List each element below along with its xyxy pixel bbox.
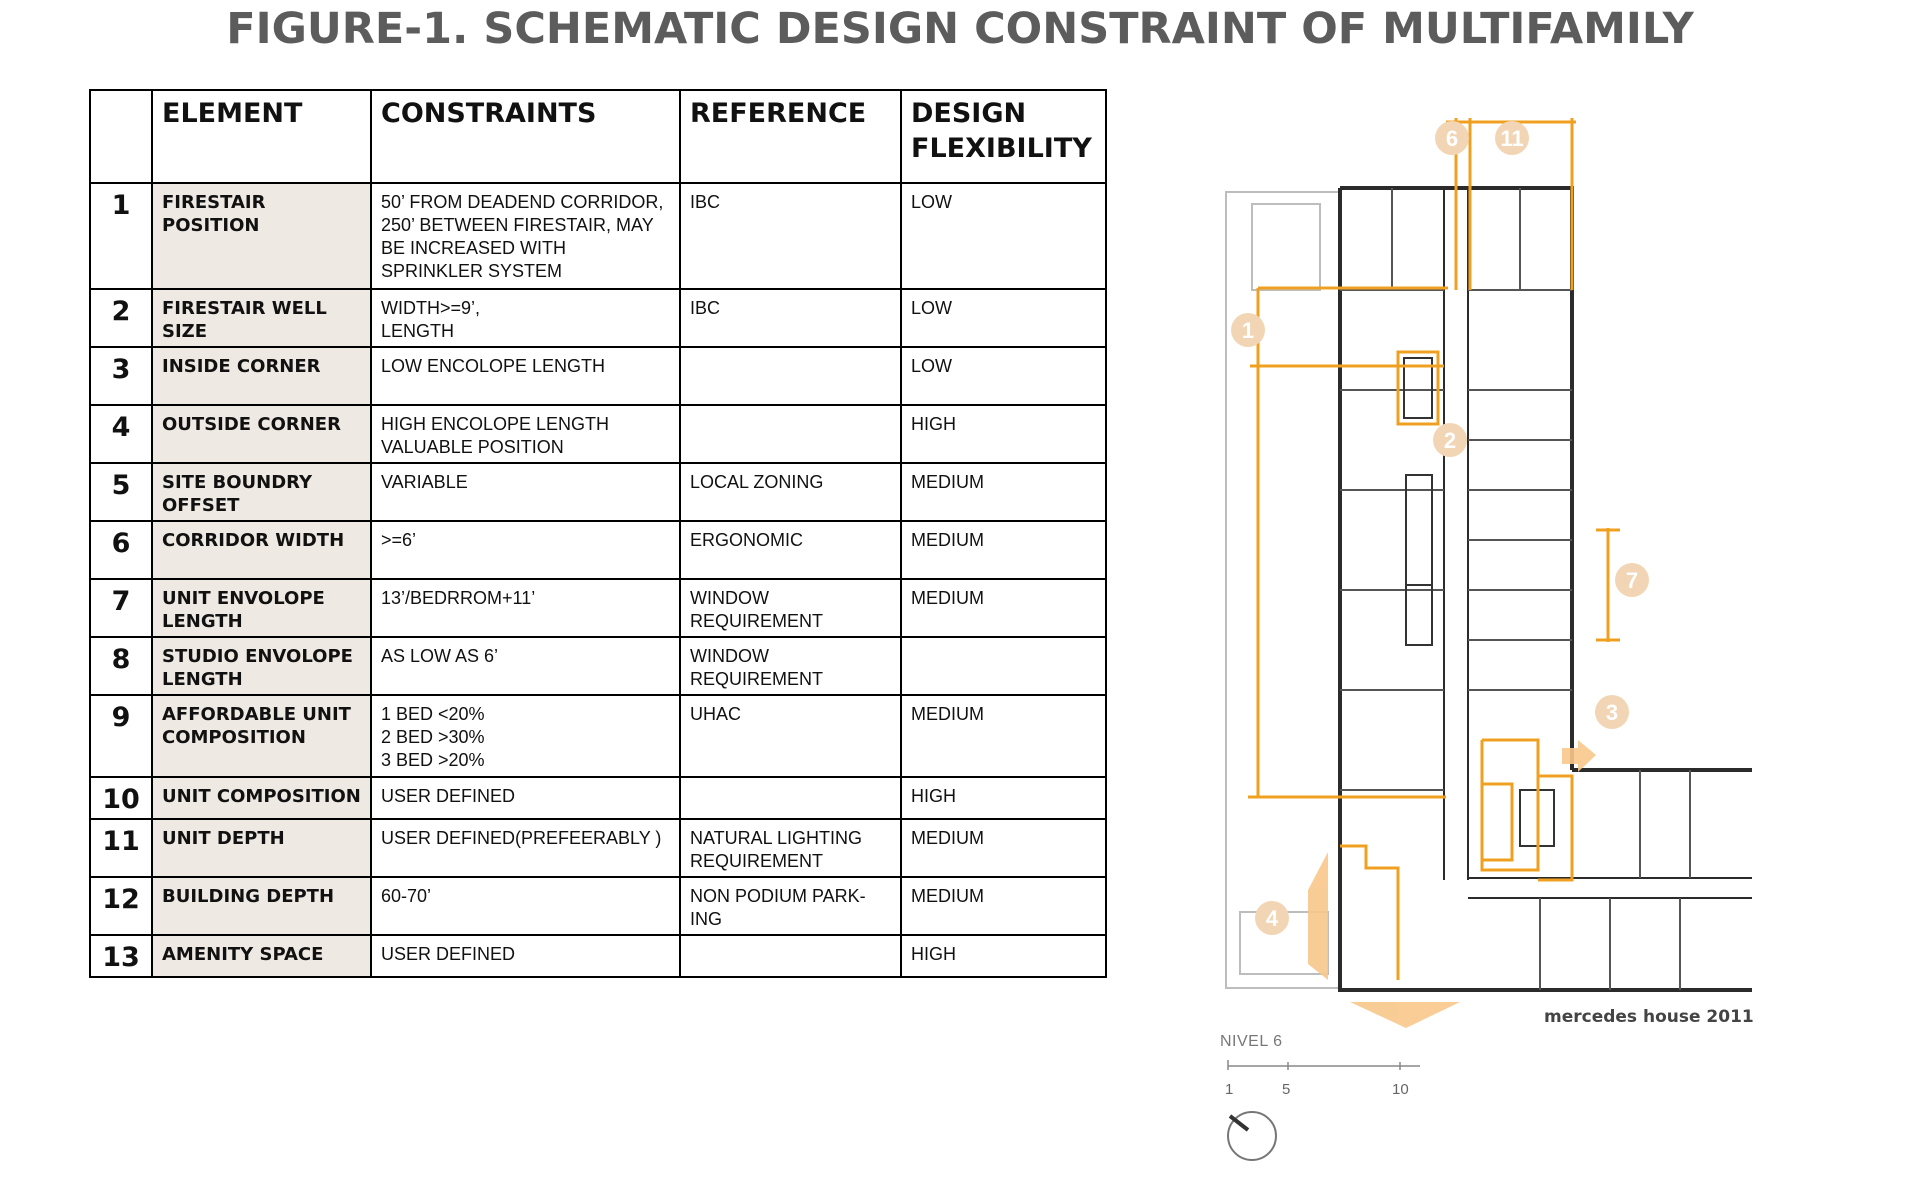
row-number: 2 [90,289,152,347]
page-title: FIGURE-1. SCHEMATIC DESIGN CONSTRAINT OF MULTIFAMILY [226,4,1694,54]
row-reference: IBC [680,289,901,347]
row-constraint: >=6’ [371,521,680,579]
scale-bar [1228,1060,1420,1070]
header-design-flexibility: DESIGN FLEXIBILITY [901,90,1106,183]
row-element: BUILDING DEPTH [152,877,371,935]
row-element: OUTSIDE CORNER [152,405,371,463]
row-number: 1 [90,183,152,289]
marker-7-label: 7 [1625,568,1639,593]
constraint-lines [1248,118,1620,980]
table-row [90,935,1106,977]
row-reference: WINDOW REQUIREMENT [680,579,901,637]
row-reference: ERGONOMIC [680,521,901,579]
row-constraint: WIDTH>=9’, LENGTH [371,289,680,347]
row-constraint: VARIABLE [371,463,680,521]
row-element: SITE BOUNDRY OFFSET [152,463,371,521]
row-number: 4 [90,405,152,463]
row-reference: UHAC [680,695,901,777]
row-number: 9 [90,695,152,777]
row-element: INSIDE CORNER [152,347,371,405]
constraints-table [89,89,1107,978]
row-reference [680,777,901,819]
header-constraints: CONSTRAINTS [371,90,680,183]
row-number: 8 [90,637,152,695]
row-flexibility: LOW [901,183,1106,289]
row-flexibility: MEDIUM [901,463,1106,521]
table-row [90,877,1106,935]
table-row [90,347,1106,405]
row-reference [680,347,901,405]
table-row [90,521,1106,579]
row-constraint: 60-70’ [371,877,680,935]
row-flexibility: MEDIUM [901,521,1106,579]
row-number: 13 [90,935,152,977]
row-constraint: 50’ FROM DEADEND CORRIDOR, 250’ BETWEEN FIRESTAIR, MAY BE INCREASED WITH SPRINKLER SYSTEM [371,183,680,289]
row-number: 11 [90,819,152,877]
row-constraint: HIGH ENCOLOPE LENGTH VALUABLE POSITION [371,405,680,463]
marker-11-label: 11 [1500,126,1524,151]
marker-2-label: 2 [1443,428,1457,453]
row-flexibility: LOW [901,347,1106,405]
table-row [90,183,1106,289]
row-reference [680,405,901,463]
row-constraint: USER DEFINED [371,777,680,819]
row-flexibility: MEDIUM [901,579,1106,637]
row-constraint: AS LOW AS 6’ [371,637,680,695]
row-element: UNIT COMPOSITION [152,777,371,819]
corner-arrows [1308,740,1596,1028]
row-reference: NON PODIUM PARK-ING [680,877,901,935]
north-arrow-icon [1228,1112,1276,1160]
row-constraint: LOW ENCOLOPE LENGTH [371,347,680,405]
row-element: FIRESTAIR WELL SIZE [152,289,371,347]
row-element: CORRIDOR WIDTH [152,521,371,579]
row-flexibility: HIGH [901,935,1106,977]
row-element: AFFORDABLE UNIT COMPOSITION [152,695,371,777]
scale-tick-5: 5 [1282,1081,1291,1098]
row-number: 3 [90,347,152,405]
row-element: UNIT ENVOLOPE LENGTH [152,579,371,637]
plan-caption: mercedes house 2011 [1544,1007,1754,1027]
row-constraint: 1 BED <20% 2 BED >30% 3 BED >20% [371,695,680,777]
row-number: 5 [90,463,152,521]
table-row [90,777,1106,819]
table-row [90,579,1106,637]
row-reference: IBC [680,183,901,289]
row-number: 12 [90,877,152,935]
row-flexibility [901,637,1106,695]
table-row [90,695,1106,777]
table-header-row [90,90,1106,183]
row-flexibility: HIGH [901,777,1106,819]
scale-tick-10: 10 [1392,1081,1409,1098]
row-flexibility: MEDIUM [901,877,1106,935]
row-constraint: USER DEFINED [371,935,680,977]
row-constraint: USER DEFINED(PREFEERABLY ) [371,819,680,877]
row-element: UNIT DEPTH [152,819,371,877]
marker-6-label: 6 [1445,126,1459,151]
table-row [90,405,1106,463]
row-flexibility: MEDIUM [901,819,1106,877]
row-flexibility: HIGH [901,405,1106,463]
table-row [90,637,1106,695]
row-reference: WINDOW REQUIREMENT [680,637,901,695]
row-element: FIRESTAIR POSITION [152,183,371,289]
row-element: AMENITY SPACE [152,935,371,977]
row-constraint: 13’/BEDRROM+11’ [371,579,680,637]
row-flexibility: LOW [901,289,1106,347]
level-label: NIVEL 6 [1220,1033,1283,1050]
row-reference: LOCAL ZONING [680,463,901,521]
table-row [90,463,1106,521]
row-reference: NATURAL LIGHTING REQUIREMENT [680,819,901,877]
header-number [90,90,152,183]
marker-1-label: 1 [1241,318,1255,343]
marker-4-label: 4 [1265,906,1279,931]
table-row [90,289,1106,347]
row-number: 10 [90,777,152,819]
scale-tick-1: 1 [1225,1081,1234,1098]
row-element: STUDIO ENVOLOPE LENGTH [152,637,371,695]
row-flexibility: MEDIUM [901,695,1106,777]
row-number: 6 [90,521,152,579]
row-number: 7 [90,579,152,637]
header-reference: REFERENCE [680,90,901,183]
row-reference [680,935,901,977]
plan-markers [1231,121,1649,935]
table-row [90,819,1106,877]
marker-3-label: 3 [1605,700,1619,725]
header-element: ELEMENT [152,90,371,183]
